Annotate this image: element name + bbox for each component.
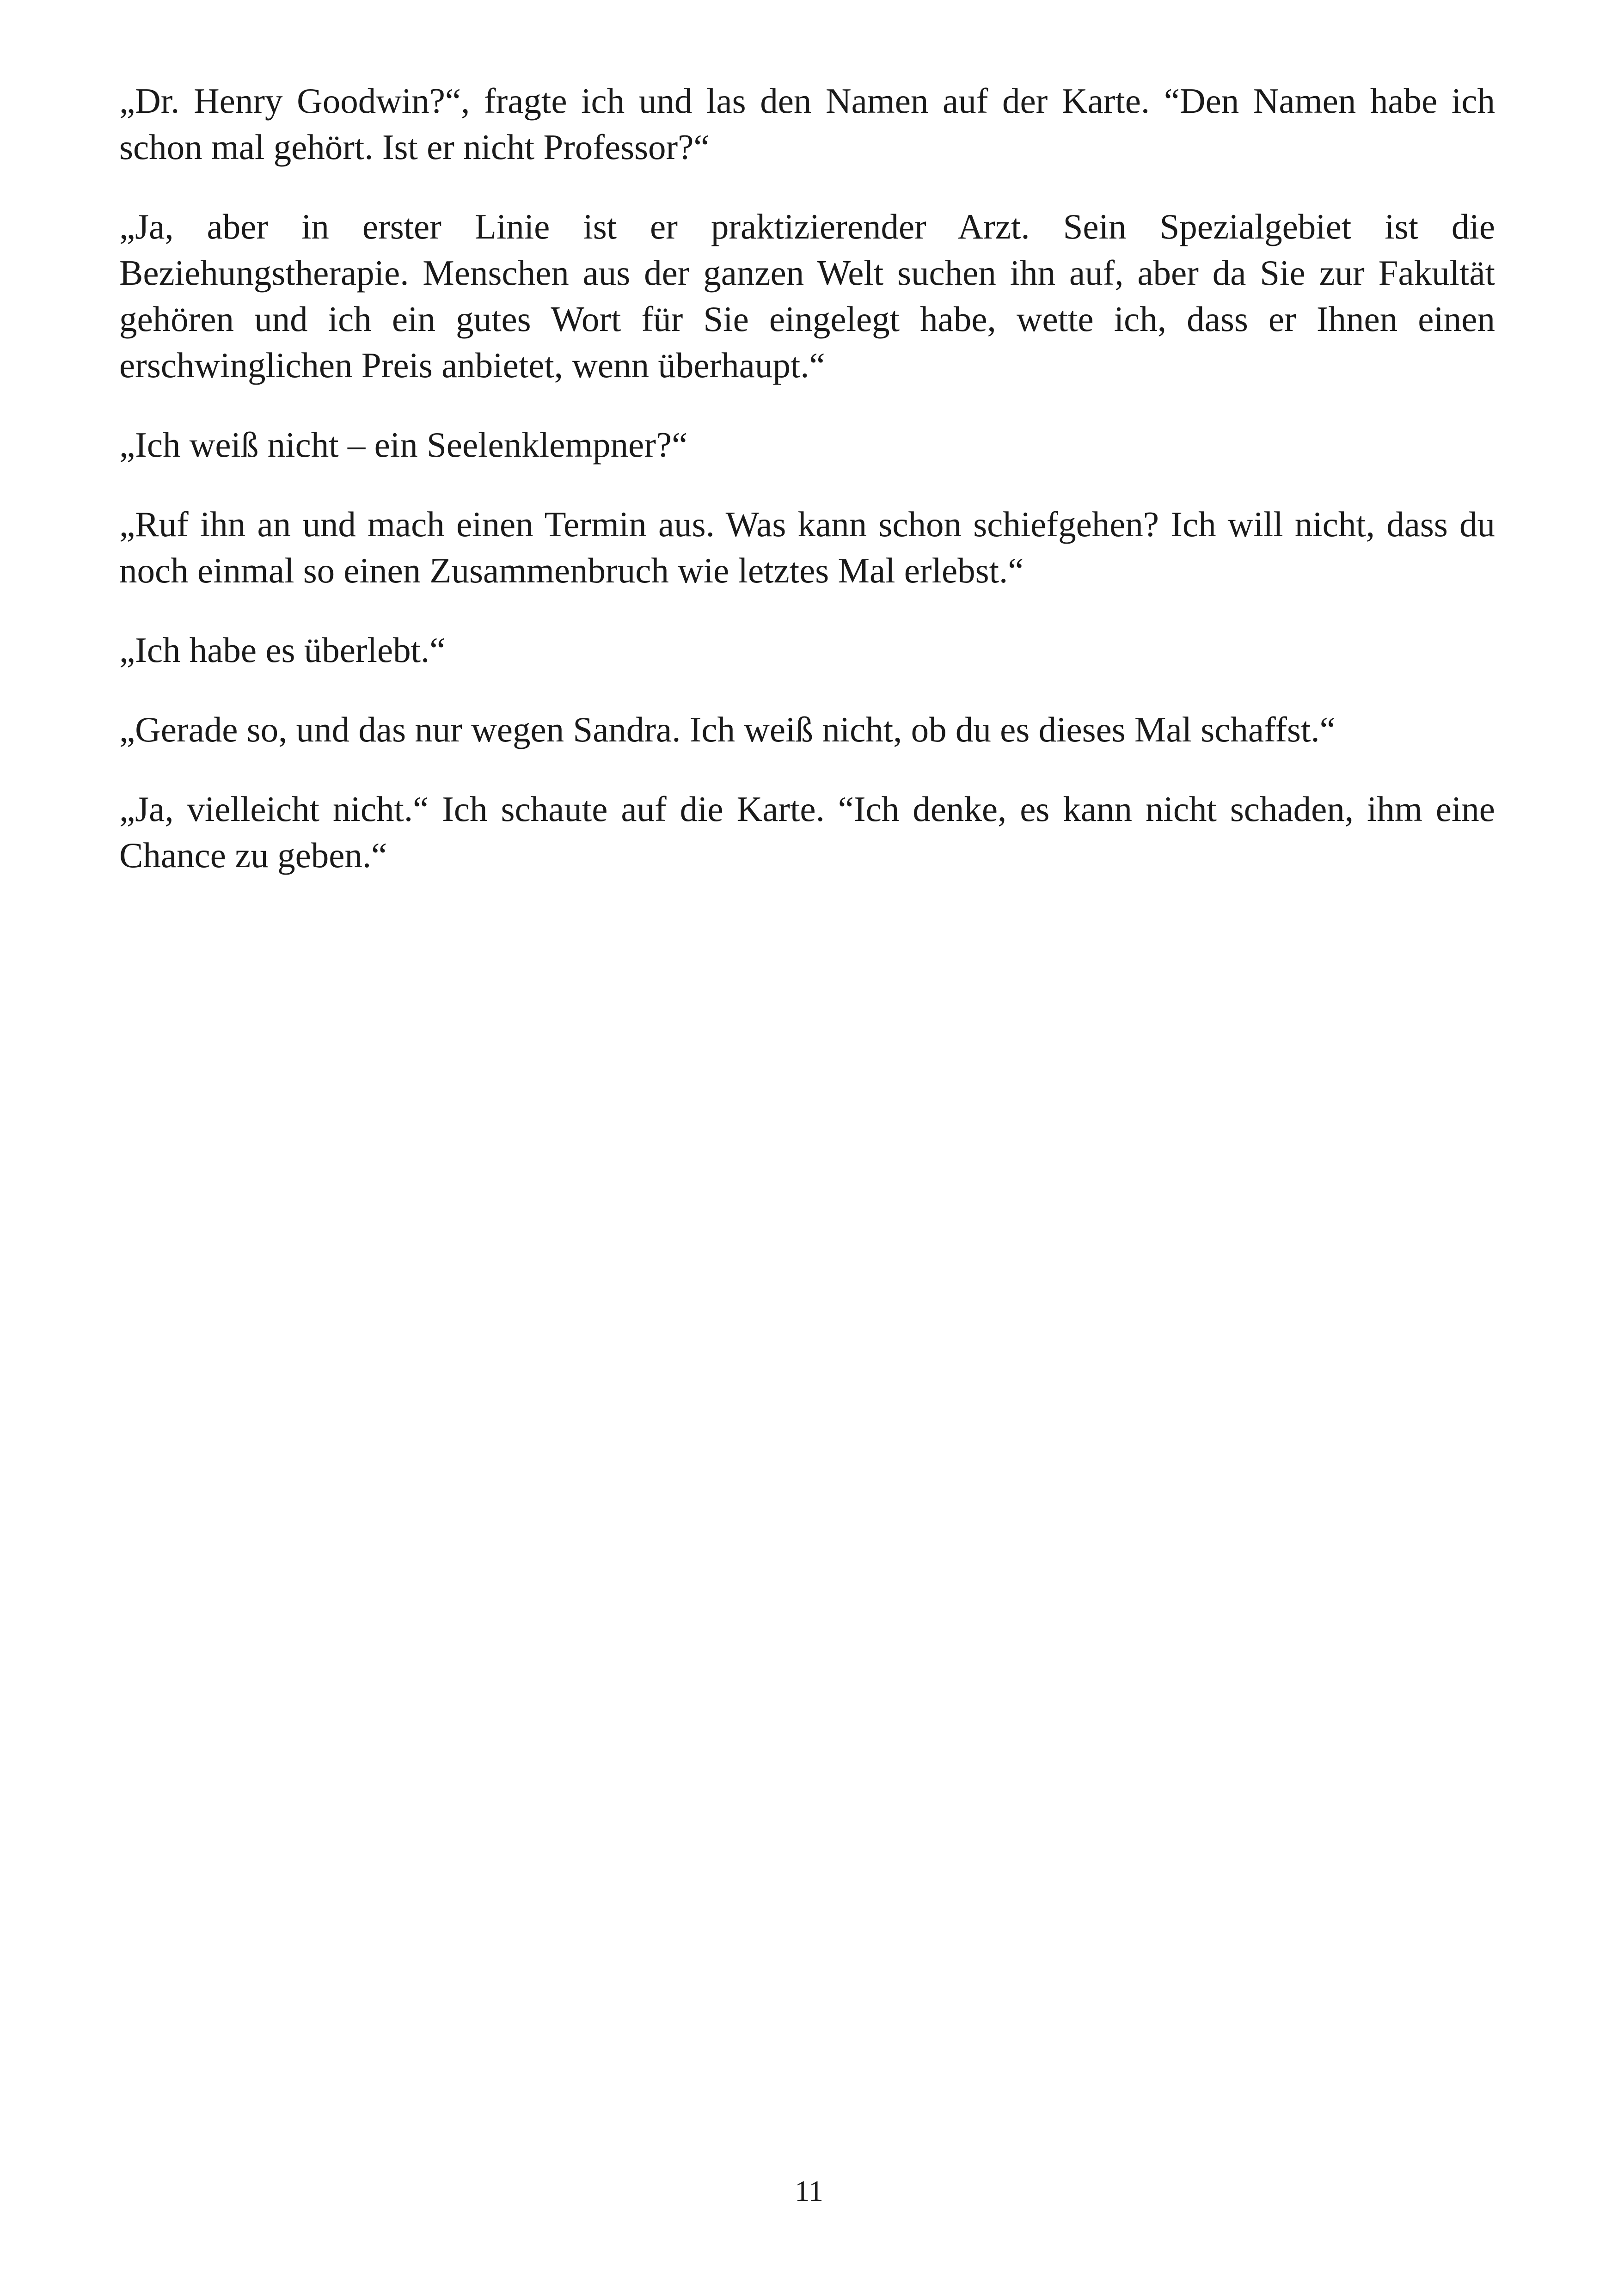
body-text [119,78,1495,912]
paragraph-3: „Ich weiß nicht – ein Seelenklempner?“ [119,425,688,465]
paragraph-2: „Ja, aber in erster Linie ist er praktizierender Arzt. Sein Spezialgebiet ist die Beziehungstherapie. Menschen aus der ganzen Welt suchen ihn auf, aber da Sie zur Fakultät gehören und ich ein gutes Wort für Sie eingelegt habe, wette ich, dass er Ihnen einen erschwinglichen Preis anbietet, wenn überhaupt.“ [119,207,1495,385]
paragraph-6: „Gerade so, und das nur wegen Sandra. Ich weiß nicht, ob du es dieses Mal schaffst.“ [119,710,1336,749]
paragraph-7: „Ja, vielleicht nicht.“ Ich schaute auf die Karte. “Ich denke, es kann nicht schaden, ihm eine Chance zu geben.“ [119,789,1495,875]
paragraph-1: „Dr. Henry Goodwin?“, fragte ich und las den Namen auf der Karte. “Den Namen habe ich schon mal gehört. Ist er nicht Professor?“ [119,81,1495,167]
paragraph-5: „Ich habe es überlebt.“ [119,630,446,670]
paragraph-4: „Ruf ihn an und mach einen Termin aus. Was kann schon schiefgehen? Ich will nicht, dass du noch einmal so einen Zusammenbruch wie letztes Mal erlebst.“ [119,504,1495,590]
page-number: 11 [795,2174,823,2207]
